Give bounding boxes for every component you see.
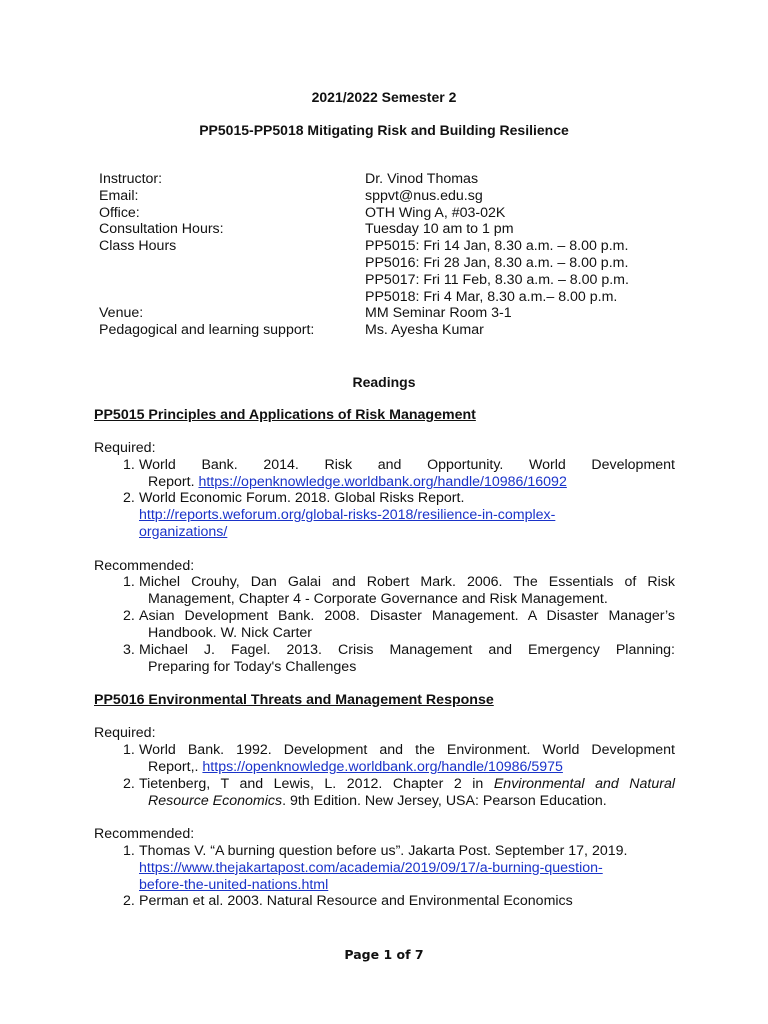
list-item: 1. World Bank. 2014. Risk and Opportunity. World Development Report. https://openknowledge.worldbank.org/handle/10986/16092 [123, 457, 675, 490]
page-footer: Page 1 of 7 [344, 947, 424, 962]
info-row: PP5017: Fri 11 Feb, 8.30 a.m. – 8.00 p.m. [365, 271, 629, 288]
reference-link[interactable]: https://openknowledge.worldbank.org/handle/10986/5975 [202, 758, 563, 775]
info-row: Email: sppvt@nus.edu.sg [99, 187, 483, 204]
course-title: PP5015-PP5018 Mitigating Risk and Building Resilience [199, 122, 569, 138]
recommended-label: Recommended: [94, 826, 195, 842]
info-row: Consultation Hours: Tuesday 10 am to 1 pm [99, 221, 514, 238]
required-label: Required: [94, 725, 156, 741]
readings-title: Readings [352, 374, 416, 390]
course-info-table [99, 171, 629, 339]
info-row: PP5018: Fri 4 Mar, 8.30 a.m.– 8.00 p.m. [365, 288, 618, 305]
list-item: 2. World Economic Forum. 2018. Global Risks Report. http://reports.weforum.org/global-risks-2018/resilience-in-complex- organizations/ [123, 490, 556, 540]
list-item: 1. Michel Crouhy, Dan Galai and Robert Mark. 2006. The Essentials of Risk Management, Chapter 4 - Corporate Governance and Risk Management. [123, 574, 675, 607]
list-item: 2. Asian Development Bank. 2008. Disaster Management. A Disaster Manager’s Handbook. W. Nick Carter [123, 608, 675, 641]
required-label: Required: [94, 440, 156, 456]
reference-link[interactable]: https://www.thejakartapost.com/academia/2019/09/17/a-burning-question- [139, 859, 603, 876]
list-item: 2. Tietenberg, T and Lewis, L. 2012. Chapter 2 in Environmental and Natural Resource Economics. 9th Edition. New Jersey, USA: Pearson Education. [123, 776, 676, 809]
section-heading-pp5016: PP5016 Environmental Threats and Management Response [94, 692, 494, 708]
reference-link[interactable]: http://reports.weforum.org/global-risks-2018/resilience-in-complex- [139, 506, 556, 523]
info-row: Venue: MM Seminar Room 3-1 [99, 305, 512, 322]
info-row: Class Hours PP5015: Fri 14 Jan, 8.30 a.m. – 8.00 p.m. [99, 238, 629, 255]
list-item: 2. Perman et al. 2003. Natural Resource and Environmental Economics [123, 893, 573, 909]
list-item: 3. Michael J. Fagel. 2013. Crisis Management and Emergency Planning: Preparing for Today's Challenges [123, 642, 675, 675]
reference-link[interactable]: before-the-united-nations.html [139, 876, 329, 893]
info-row: Office: OTH Wing A, #03-02K [99, 204, 506, 221]
info-row: Instructor: Dr. Vinod Thomas [99, 171, 479, 187]
reference-link[interactable]: https://openknowledge.worldbank.org/handle/10986/16092 [198, 473, 567, 490]
recommended-label: Recommended: [94, 558, 195, 574]
list-item: 1. Thomas V. “A burning question before us”. Jakarta Post. September 17, 2019. https://www.thejakartapost.com/academia/2019/09/17/a-burning-question- before-the-united-nations.html [123, 843, 628, 893]
reference-link[interactable]: organizations/ [139, 523, 228, 540]
info-row: Pedagogical and learning support: Ms. Ayesha Kumar [99, 322, 484, 339]
info-row: PP5016: Fri 28 Jan, 8.30 a.m. – 8.00 p.m. [365, 254, 629, 271]
section-heading-pp5015: PP5015 Principles and Applications of Risk Management [94, 407, 476, 423]
semester-title: 2021/2022 Semester 2 [311, 89, 457, 105]
list-item: 1. World Bank. 1992. Development and the Environment. World Development Report,. https://openknowledge.worldbank.org/handle/10986/5975 [123, 742, 675, 775]
